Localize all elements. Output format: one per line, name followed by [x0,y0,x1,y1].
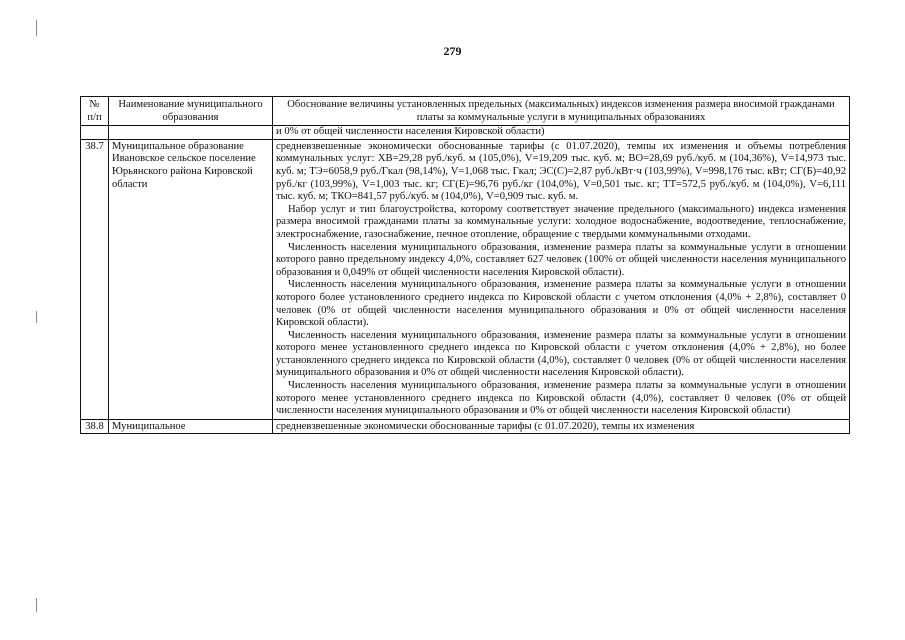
table-row [81,139,850,419]
basis-text: средневзвешенные экономически обоснованные тарифы (с 01.07.2020), темпы их изменения [273,419,850,434]
row-number: 38.8 [81,419,109,434]
municipality-name: Муниципальное [109,419,273,434]
scan-mark [36,20,37,36]
table-row-continuation [81,126,850,140]
row-number: 38.7 [81,139,109,419]
municipality-name: Муниципальное образование Ивановское сельское поселение Юрьянского района Кировской области [109,139,273,419]
page-number: 279 [443,44,462,58]
continuation-text: и 0% от общей численности населения Кировской области) [273,126,850,140]
scan-mark [36,311,37,323]
table-header-row [81,97,850,126]
header-municipality-name: Наименование муниципального образования [109,97,273,126]
scan-mark [36,598,37,612]
header-basis: Обоснование величины установленных предельных (максимальных) индексов изменения размера вносимой гражданами платы за коммунальные услуги в муниципальных образованиях [273,97,850,126]
basis-text: средневзвешенные экономически обоснованные тарифы (с 01.07.2020), темпы их изменения и объемы потребления коммунальных услуг: ХВ=29,28 руб./куб. м (105,0%), V=19,209 тыс. куб. м; ВО=28,69 руб./куб. м (104,36%), V=14,973 тыс. куб. м; ТЭ=6058,9 руб./Гкал (98,14%), V=1,068 тыс. Гкал; ЭС(С)=2,87 руб./кВт·ч (103,99%), V=998,176 тыс. кВт; СГ(Б)=40,92 руб./кг (103,99%), V=1,003 тыс. кг; СГ(Е)=96,76 руб./кг (104,0%), V=0,501 тыс. кг; ТТ=572,5 руб./куб. м (104,0%), V=6,111 тыс. куб. м; ТКО=841,57 руб./куб. м (104,0%), V=0,909 тыс. куб. м. Набор услуг и тип благоустройства, которому соответствует значение предельного (максимального) индекса изменения размера вносимой гражданами платы за коммунальные услуги: холодное водоснабжение, водоотведение, теплоснабжение, электроснабжение, газоснабжение, печное отопление, обращение с твердыми коммунальными отходами. Численность населения муниципального образования, изменение размера платы за коммунальные услуги в отношении которого равно предельному индексу 4,0%, составляет 627 человек (100% от общей численности населения муниципального образования и 0,049% от общей численности населения Кировской области). Численность населения муниципального образования, изменение размера платы за коммунальные услуги в отношении которого более установленного среднего индекса по Кировской области с учетом отклонения (4,0% + 2,8%), составляет 0 человек (0% от общей численности населения муниципального образования и 0% от общей численности населения Кировской области). Численность населения муниципального образования, изменение размера платы за коммунальные услуги в отношении которого менее установленного среднего индекса по Кировской области с учетом отклонения (4,0% + 2,8%), но более установленного среднего индекса по Кировской области (4,0%), составляет 0 человек (0% от общей численности населения муниципального образования и 0% от общей численности населения Кировской области). Численность населения муниципального образования, изменение размера платы за коммунальные услуги в отношении которого менее установленного среднего индекса по Кировской области (4,0%), составляет 0 человек (0% от общей численности населения муниципального образования и 0% от общей численности населения Кировской области) [273,139,850,419]
tariff-table [80,96,850,434]
header-number: № п/п [81,97,109,126]
table-row [81,419,850,434]
